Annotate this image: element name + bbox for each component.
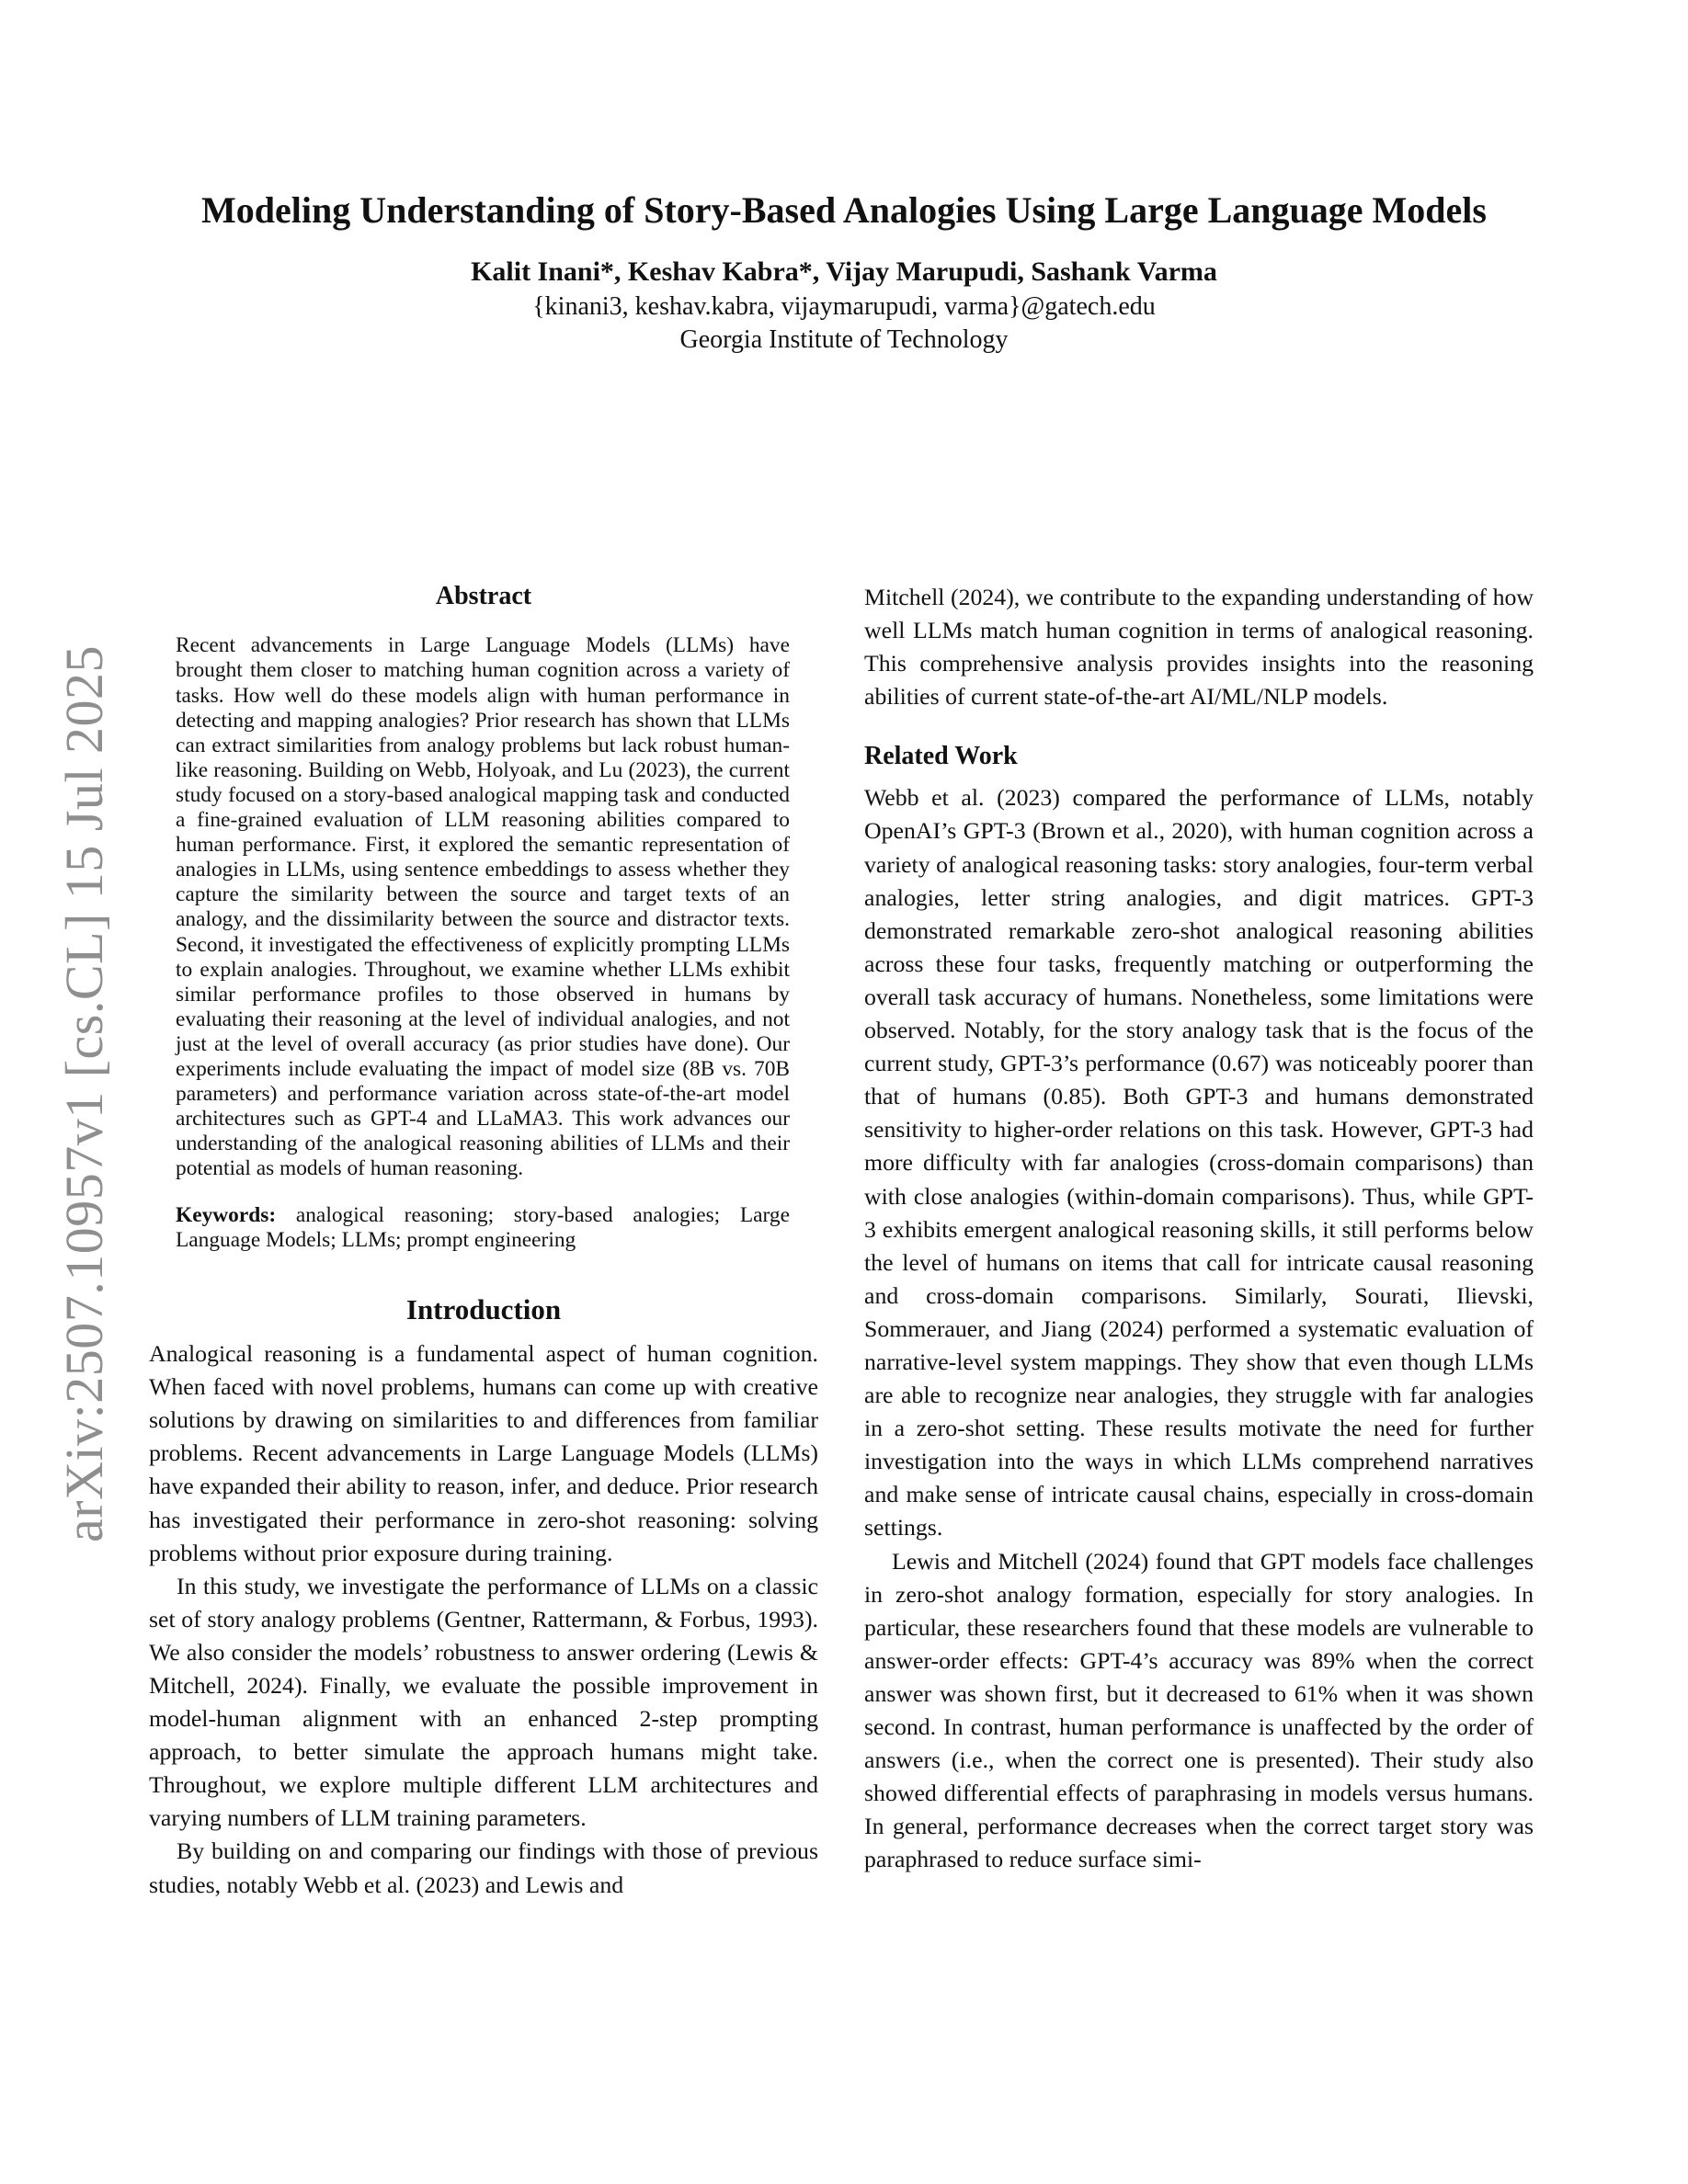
abstract-heading: Abstract <box>435 582 532 610</box>
abstract-text: Recent advancements in Large Language Models (LLMs) have brought them closer to matching human cognition across a variety of tasks. How well do these models align with human performance in detecting and mapping analogies? Prior research has shown that LLMs can extract similarities from analogy problems but lack robust human-like reasoning. Building on Webb, Holyoak, and Lu (2023), the current study focused on a story-based analogical mapping task and conducted a fine-grained evaluation of LLM reasoning abilities compared to human performance. First, it explored the semantic representation of analogies in LLMs, using sentence embeddings to assess whether they capture the similarity between the source and target texts of an analogy, and the dissimilarity between the source and distractor texts. Second, it investigated the effectiveness of explicitly prompting LLMs to explain analogies. Throughout, we examine whether LLMs exhibit similar performance profiles to those observed in humans by evaluating their reasoning at the level of individual analogies, and not just at the level of overall accuracy (as prior studies have done). Our experiments include evaluating the impact of model size (8B vs. 70B parameters) and performance variation across state-of-the-art model architectures such as GPT-4 and LLaMA3. This work advances our understanding of the analogical reasoning abilities of LLMs and their potential as models of human reasoning. <box>176 633 790 1181</box>
keywords-label: Keywords: <box>176 1202 277 1227</box>
keywords-text: analogical reasoning; story-based analogies; Large Language Models; LLMs; prompt engineering <box>176 1202 790 1252</box>
left-column <box>149 581 818 1902</box>
related-work-paragraph: Lewis and Mitchell (2024) found that GPT models face challenges in zero-shot analogy formation, especially for story analogies. In particular, these researchers found that these models are vulnerable to answer-order effects: GPT-4’s accuracy was 89% when the correct answer was shown first, but it decreased to 61% when it was shown second. In contrast, human performance is unaffected by the order of answers (i.e., when the correct one is presented). Their study also showed differential effects of paraphrasing in models versus humans. In general, performance decreases when the correct target story was paraphrased to reduce surface simi- <box>864 1547 1534 1873</box>
paper-title: Modeling Understanding of Story-Based Analogies Using Large Language Models <box>201 189 1487 231</box>
right-column <box>864 581 1534 1876</box>
introduction-heading: Introduction <box>405 1293 562 1326</box>
author-emails: {kinani3, keshav.kabra, vijaymarupudi, varma}@gatech.edu <box>532 292 1156 321</box>
related-work-paragraph: Webb et al. (2023) compared the performance of LLMs, notably OpenAI’s GPT-3 (Brown et al., 2020), with human cognition across a variety of analogical reasoning tasks: story analogies, four-term verbal analogies, letter string analogies, and digit matrices. GPT-3 demonstrated remarkable zero-shot analogical reasoning abilities across these four tasks, frequently matching or outperforming the overall task accuracy of humans. Nonetheless, some limitations were observed. Notably, for the story analogy task that is the focus of the current study, GPT-3’s performance (0.67) was noticeably poorer than that of humans (0.85). Both GPT-3 and humans demonstrated sensitivity to higher-order relations on this task. However, GPT-3 had more difficulty with far analogies (cross-domain comparisons) than with close analogies (within-domain comparisons). Thus, while GPT-3 exhibits emergent analogical reasoning skills, it still performs below the level of humans on items that call for intricate causal reasoning and cross-domain comparisons. Similarly, Sourati, Ilievski, Sommerauer, and Jiang (2024) performed a systematic evaluation of narrative-level system mappings. They show that even though LLMs are able to recognize near analogies, they struggle with far analogies in a zero-shot setting. These results motivate the need for further investigation into the ways in which LLMs comprehend narratives and make sense of intricate causal chains, especially in cross-domain settings. <box>864 784 1534 1541</box>
arxiv-identifier: arXiv:2507.10957v1 [cs.CL] 15 Jul 2025 <box>54 645 114 1542</box>
related-work-heading: Related Work <box>864 742 1018 771</box>
introduction-paragraph-continued: Mitchell (2024), we contribute to the expanding understanding of how well LLMs match human cognition in terms of analogical reasoning. This comprehensive analysis provides insights into the reasoning abilities of current state-of-the-art AI/ML/NLP models. <box>864 584 1534 711</box>
introduction-paragraph: By building on and comparing our findings with those of previous studies, notably Webb et al. (2023) and Lewis and <box>149 1837 818 1898</box>
keywords <box>176 1203 790 1253</box>
author-list: Kalit Inani*, Keshav Kabra*, Vijay Marupudi, Sashank Varma <box>471 256 1217 287</box>
author-affiliation: Georgia Institute of Technology <box>679 325 1009 354</box>
introduction-paragraph: In this study, we investigate the performance of LLMs on a classic set of story analogy problems (Gentner, Rattermann, & Forbus, 1993). We also consider the models’ robustness to answer ordering (Lewis & Mitchell, 2024). Finally, we evaluate the possible improvement in model-human alignment with an enhanced 2-step prompting approach, to better simulate the approach humans might take. Throughout, we explore multiple different LLM architectures and varying numbers of LLM training parameters. <box>149 1572 818 1832</box>
introduction-paragraph: Analogical reasoning is a fundamental aspect of human cognition. When faced with novel problems, humans can come up with creative solutions by drawing on similarities to and differences from familiar problems. Recent advancements in Large Language Models (LLMs) have expanded their ability to reason, infer, and deduce. Prior research has investigated their performance in zero-shot reasoning: solving problems without prior exposure during training. <box>149 1340 818 1566</box>
